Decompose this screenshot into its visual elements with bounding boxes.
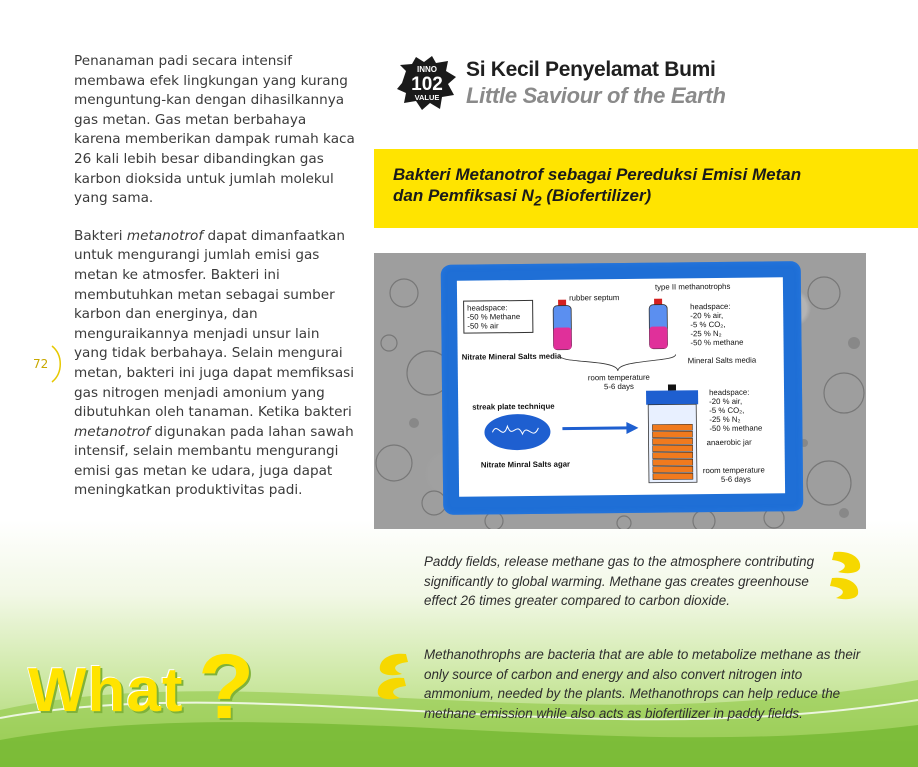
methanotroph-diagram-photo [374, 253, 866, 529]
label-nms-right: Mineral Salts media [687, 355, 757, 366]
bottle-right [647, 299, 670, 351]
question-mark-graphic: ? [198, 636, 255, 738]
label-days-1: 5-6 days [603, 381, 634, 392]
page-number: 72 [33, 357, 49, 371]
headspace-jar-box: headspace: -20 % air, -5 % CO₂, -25 % N₂ -50 % methane [706, 385, 771, 435]
svg-text:102: 102 [411, 74, 443, 95]
bottle-left [551, 300, 574, 352]
indonesian-body-text [74, 52, 356, 519]
label-rubber-septum: rubber septum [569, 293, 620, 303]
label-days-2: 5-6 days [720, 474, 751, 484]
label-anaerobic-jar: anaerobic jar [706, 437, 752, 448]
petri-dish [482, 412, 552, 453]
page-title: Si Kecil Penyelamat Bumi [466, 58, 716, 81]
anaerobic-jar [644, 384, 701, 485]
label-streak-plate: streak plate technique [472, 401, 555, 412]
label-nms-left: Nitrate Mineral Salts media [461, 351, 562, 362]
what-heading: What [28, 656, 184, 725]
headspace-left-box: headspace: -50 % Methane -50 % air [463, 300, 533, 334]
paragraph-methane-intro: Penanaman padi secara intensif membawa efek lingkungan yang kurang menguntung-kan dengan dihasilkannya gas metan. Gas metan berbahaya karena memberikan dampak rumah kaca 26 kali lebih besar dibandingkan gas karbon dioksida untuk jumlah molekul yang sama. [74, 53, 355, 207]
arrow-right [560, 421, 640, 436]
svg-text:VALUE: VALUE [414, 93, 440, 102]
page-subtitle: Little Saviour of the Earth [466, 83, 726, 108]
bracket-connector [558, 352, 678, 373]
headspace-right-box: headspace: -20 % air, -5 % CO₂, -25 % N₂ -50 % methane [687, 300, 752, 350]
blue-screen-frame [441, 261, 804, 515]
english-paragraph-2: Methanothrophs are bacteria that are able to metabolize methane as their only source of carbon and energy and also convert nitrogen into ammonium, needed by the plants. Methanothrops can help reduce the methane emission while also acts as biofertilizer in paddy fields. [424, 647, 861, 721]
page-number-bracket [51, 345, 63, 383]
opening-quote-mark [372, 650, 412, 706]
section-banner-title: Bakteri Metanotrof sebagai Pereduksi Emisi Metan dan Pemfiksasi $N_2$ (Biofertilizer) [393, 165, 802, 210]
paragraph-metanotrof: Bakteri metanotrof dapat dimanfaatkan untuk mengurangi jumlah emisi gas metan ke atmosfer. Bakteri ini membutuhkan metan sebagai sumber karbon dan energinya, dan menguraikannya menjadi unsur lain yang tidak berbahaya. Selain mengurai metan, bakteri ini juga dapat memfiksasi gas nitrogen menjadi amonium yang dibutuhkan oleh tanaman. Ketika bakteri metanotrof digunakan pada lahan sawah intensif, selain membantu mengurangi emisi gas metan ke udara, juga dapat meningkatkan produktivitas padi. [74, 227, 355, 499]
label-room-temp-2: room temperature [702, 465, 765, 476]
english-paragraph-1: Paddy fields, release methane gas to the atmosphere contributing significantly to global warming. Methane gas creates greenhouse effect 26 times greater compared to carbon dioxide. [424, 554, 815, 608]
label-agar: Nitrate Minral Salts agar [480, 459, 571, 470]
svg-text:INNO: INNO [417, 65, 437, 74]
diagram-panel [457, 277, 785, 496]
label-room-temp-1: room temperature [587, 372, 650, 383]
inno-102-value-logo [396, 55, 458, 111]
label-type2-methanotrophs: type II methanotrophs [654, 281, 731, 292]
